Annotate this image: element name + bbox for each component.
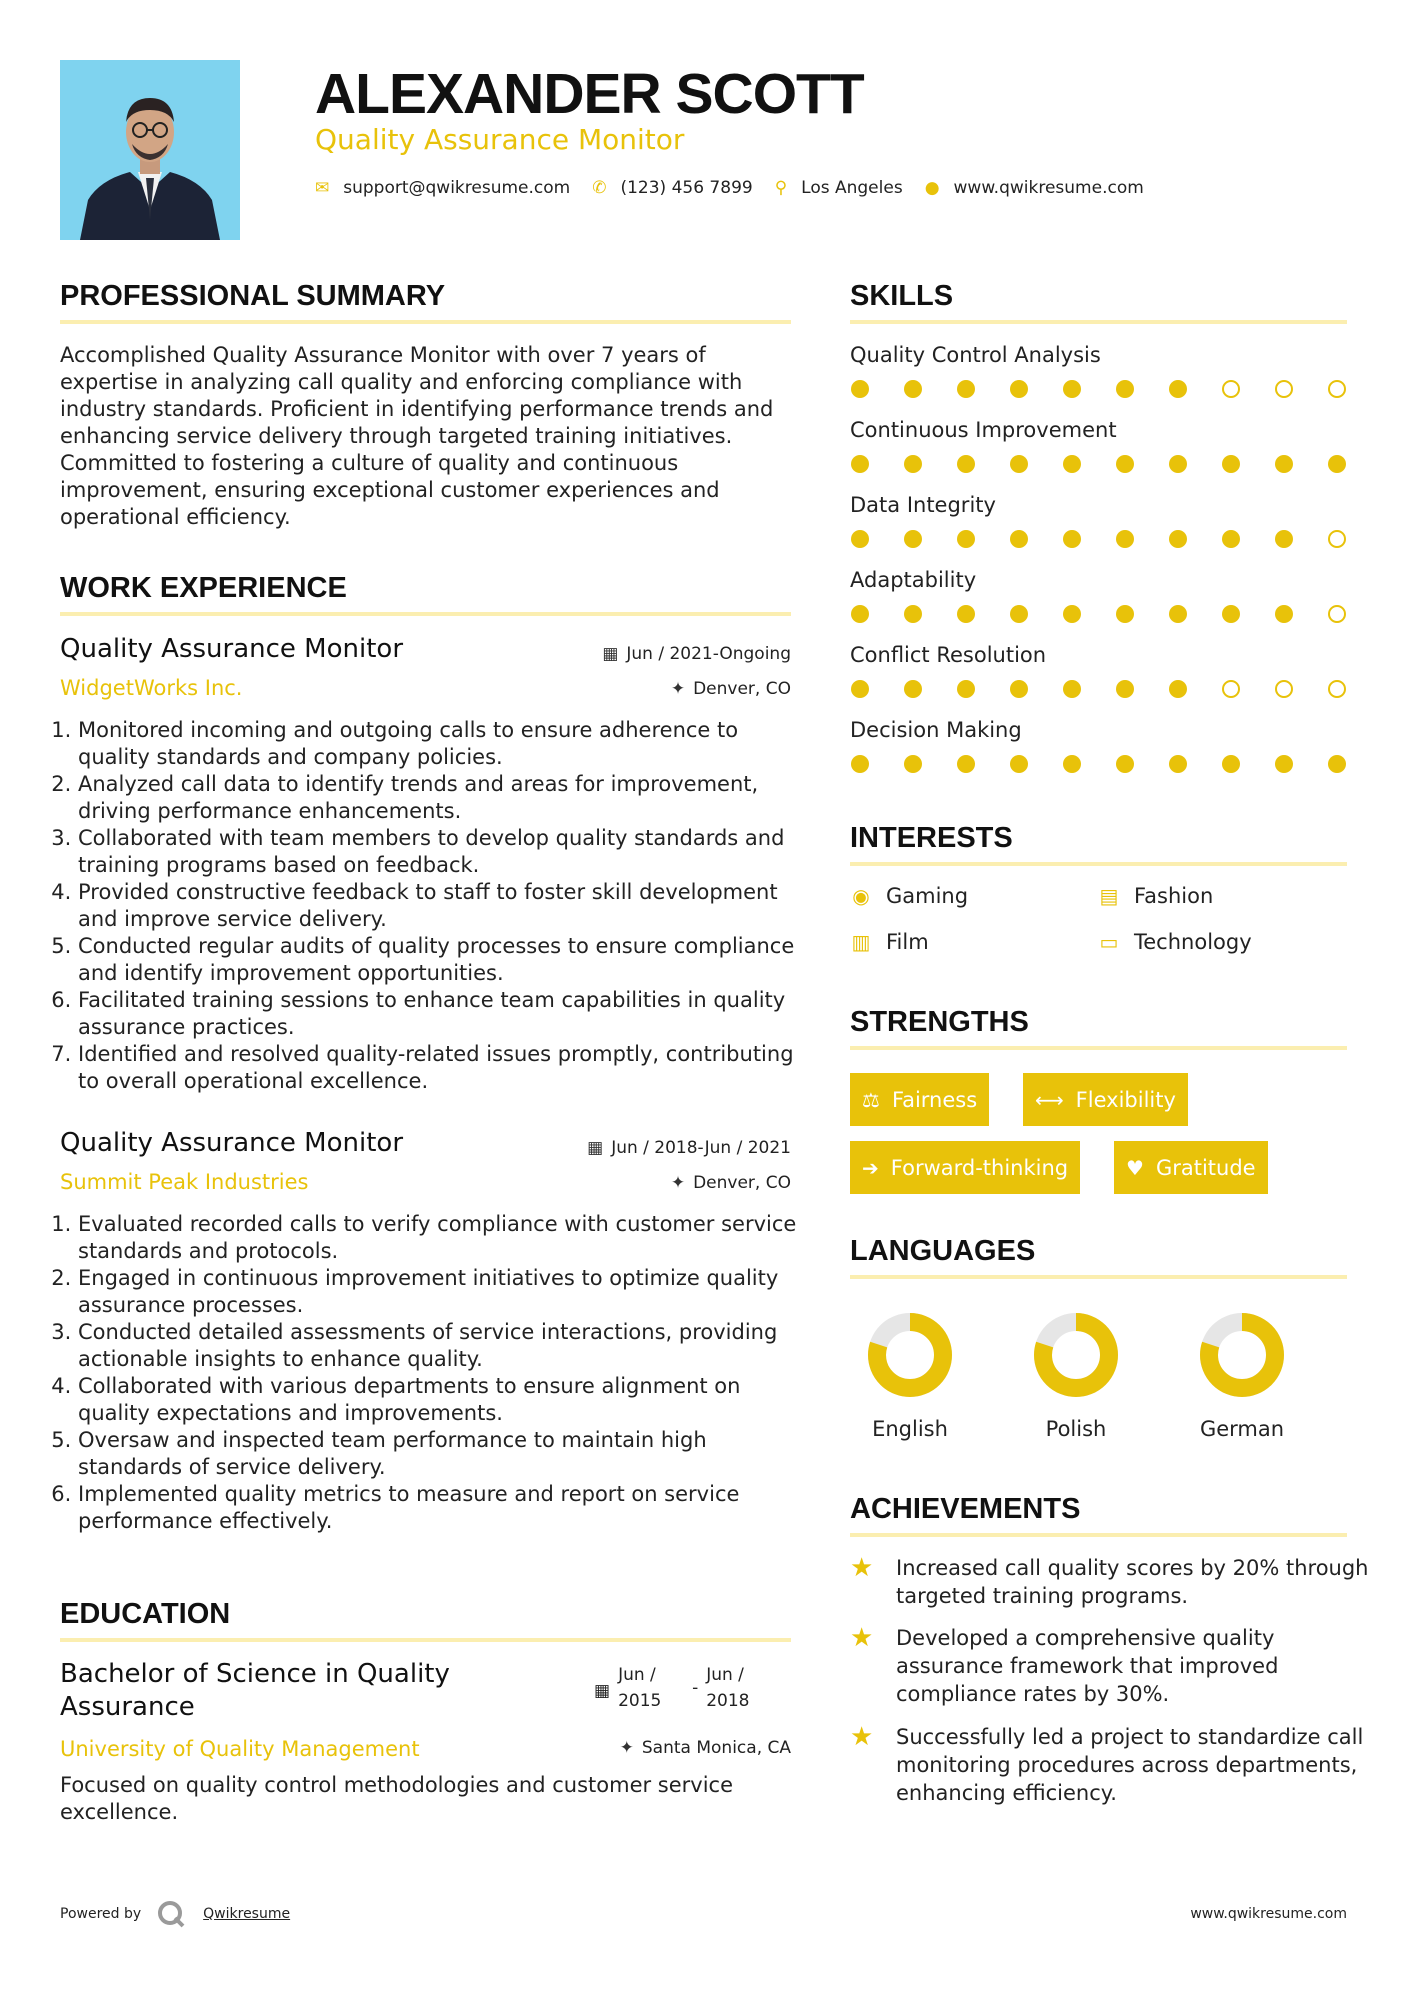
rating-dot-filled <box>1010 455 1028 473</box>
job-company: Summit Peak Industries <box>60 1170 309 1194</box>
footer-website[interactable]: www.qwikresume.com <box>1190 1906 1347 1922</box>
candidate-title: Quality Assurance Monitor <box>315 123 685 156</box>
gamepad-icon: ◉ <box>852 884 870 908</box>
list-item: 4. Collaborated with various departments to ensure alignment on quality expectations and improvements. <box>78 1373 800 1427</box>
rating-dot-filled <box>1063 380 1081 398</box>
rating-dot-filled <box>1169 380 1187 398</box>
list-item: 4. Provided constructive feedback to staff to foster skill development and improve service delivery. <box>78 879 800 933</box>
rating-dot-empty <box>1275 380 1293 398</box>
calendar-icon: ▦ <box>594 1681 611 1701</box>
achievement-item <box>850 1554 1376 1610</box>
skills-heading: SKILLS <box>850 280 954 312</box>
strength-chip <box>850 1141 1080 1194</box>
strength-label: Gratitude <box>1155 1155 1256 1180</box>
rating-dot-filled <box>1169 680 1187 698</box>
contact-email[interactable] <box>315 178 570 198</box>
skill-rating <box>851 530 1346 548</box>
rating-dot-filled <box>1169 530 1187 548</box>
rating-dot-filled <box>904 755 922 773</box>
skill-rating <box>851 755 1346 773</box>
pin-icon: ✦ <box>670 1173 686 1193</box>
profile-photo-illustration <box>60 60 240 240</box>
rating-dot-filled <box>1116 605 1134 623</box>
list-item: 6. Facilitated training sessions to enhance team capabilities in quality assurance practices. <box>78 987 800 1041</box>
rating-dot-filled <box>1116 755 1134 773</box>
summary-divider <box>60 320 791 324</box>
interest-label: Fashion <box>1134 884 1214 908</box>
rating-dot-filled <box>1063 530 1081 548</box>
education-heading: EDUCATION <box>60 1598 231 1630</box>
summary-text: Accomplished Quality Assurance Monitor with over 7 years of expertise in analyzing call quality and enforcing compliance with industry standards. Proficient in identifying performance trends and enhancing service delivery through targeted training initiatives. Committed to fostering a culture of quality and continuous improvement, ensuring exceptional customer experiences and operational efficiency. <box>60 343 774 529</box>
rating-dot-empty <box>1328 380 1346 398</box>
rating-dot-filled <box>851 605 869 623</box>
candidate-name: ALEXANDER SCOTT <box>315 62 864 126</box>
list-item: 3. Collaborated with team members to develop quality standards and training programs based on feedback. <box>78 825 800 879</box>
job-location-text: Denver, CO <box>693 1173 791 1193</box>
rating-dot-filled <box>904 455 922 473</box>
experience-heading: WORK EXPERIENCE <box>60 572 347 604</box>
map-pin-icon: ⚲ <box>774 178 788 198</box>
envelope-icon: ✉ <box>315 178 330 198</box>
rating-dot-filled <box>1275 605 1293 623</box>
education-end: Jun / 2018 <box>706 1665 750 1711</box>
phone-icon: ✆ <box>592 178 607 198</box>
skill-name: Adaptability <box>850 568 977 592</box>
arrows-icon: ⟷ <box>1035 1087 1064 1112</box>
job-location <box>671 1172 791 1194</box>
education-dash: - <box>692 1678 699 1698</box>
rating-dot-filled <box>1169 455 1187 473</box>
rating-dot-filled <box>851 755 869 773</box>
rating-dot-filled <box>1275 755 1293 773</box>
contact-location-text: Los Angeles <box>801 178 903 198</box>
summary-heading: PROFESSIONAL SUMMARY <box>60 280 446 312</box>
job-dates <box>602 643 791 665</box>
rating-dot-filled <box>1010 755 1028 773</box>
rating-dot-filled <box>1328 755 1346 773</box>
rating-dot-filled <box>1116 530 1134 548</box>
contact-website-text: www.qwikresume.com <box>953 178 1144 198</box>
rating-dot-filled <box>1275 455 1293 473</box>
interest-label: Technology <box>1134 930 1252 954</box>
rating-dot-filled <box>1010 380 1028 398</box>
strength-chip <box>1023 1073 1188 1126</box>
rating-dot-filled <box>904 380 922 398</box>
job-title: Quality Assurance Monitor <box>60 1128 404 1158</box>
arrow-right-icon: ➔ <box>862 1155 879 1180</box>
strength-chip <box>1114 1141 1268 1194</box>
bag-icon: ▤ <box>1099 884 1119 908</box>
interest-film <box>850 930 929 954</box>
heart-icon: ♥ <box>1126 1155 1144 1180</box>
job-bullets <box>60 717 800 1095</box>
achievement-item <box>850 1723 1376 1807</box>
list-item: 5. Conducted regular audits of quality processes to ensure compliance and identify improvement opportunities. <box>78 933 800 987</box>
job-location-text: Denver, CO <box>693 679 791 699</box>
rating-dot-filled <box>1116 455 1134 473</box>
achievements-heading: ACHIEVEMENTS <box>850 1493 1081 1525</box>
education-description: Focused on quality control methodologies and customer service excellence. <box>60 1773 734 1824</box>
star-icon: ★ <box>850 1722 874 1752</box>
strength-label: Forward-thinking <box>890 1155 1069 1180</box>
list-item: 3. Conducted detailed assessments of service interactions, providing actionable insights to enhance quality. <box>78 1319 800 1373</box>
job-location <box>671 678 791 700</box>
experience-divider <box>60 612 791 616</box>
languages-heading: LANGUAGES <box>850 1235 1036 1267</box>
powered-by-text: Powered by <box>60 1906 142 1922</box>
rating-dot-filled <box>1222 605 1240 623</box>
rating-dot-empty <box>1222 380 1240 398</box>
achievement-text: Successfully led a project to standardize call monitoring procedures across departments, enhancing efficiency. <box>896 1725 1364 1805</box>
rating-dot-filled <box>957 755 975 773</box>
footer-brand-link[interactable]: Qwikresume <box>203 1906 291 1922</box>
pin-icon: ✦ <box>670 679 686 699</box>
rating-dot-filled <box>1169 755 1187 773</box>
education-school: University of Quality Management <box>60 1737 420 1761</box>
skill-rating <box>851 605 1346 623</box>
interests-heading: INTERESTS <box>850 822 1013 854</box>
skills-divider <box>850 320 1347 324</box>
skill-rating <box>851 680 1346 698</box>
footer-powered-by <box>60 1900 290 1928</box>
film-icon: ▥ <box>851 930 871 954</box>
rating-dot-filled <box>1116 380 1134 398</box>
rating-dot-filled <box>957 455 975 473</box>
qwikresume-logo-icon <box>157 1900 185 1928</box>
skill-name: Quality Control Analysis <box>850 343 1101 367</box>
list-item: 1. Evaluated recorded calls to verify compliance with customer service standards and protocols. <box>78 1211 800 1265</box>
rating-dot-filled <box>904 530 922 548</box>
globe-icon: ● <box>924 178 940 198</box>
achievement-text: Developed a comprehensive quality assurance framework that improved compliance rates by 30%. <box>896 1626 1279 1706</box>
contact-website[interactable] <box>925 178 1144 198</box>
job-dates <box>587 1137 791 1159</box>
strength-label: Fairness <box>891 1087 978 1112</box>
list-item: 6. Implemented quality metrics to measure and report on service performance effectively. <box>78 1481 800 1535</box>
skill-rating <box>851 380 1346 398</box>
job-dates-text: Jun / 2021-Ongoing <box>626 644 791 664</box>
language-rings <box>850 1300 1350 1410</box>
contact-phone-text: (123) 456 7899 <box>620 178 753 198</box>
profile-photo <box>60 60 240 240</box>
list-item: 1. Monitored incoming and outgoing calls to ensure adherence to quality standards and company policies. <box>78 717 800 771</box>
rating-dot-empty <box>1222 680 1240 698</box>
list-item: 2. Engaged in continuous improvement initiatives to optimize quality assurance processes. <box>78 1265 800 1319</box>
rating-dot-empty <box>1328 605 1346 623</box>
contact-email-text: support@qwikresume.com <box>343 178 571 198</box>
rating-dot-filled <box>1169 605 1187 623</box>
rating-dot-filled <box>851 455 869 473</box>
interest-label: Film <box>886 930 929 954</box>
rating-dot-filled <box>1275 530 1293 548</box>
strength-chip <box>850 1073 989 1126</box>
rating-dot-filled <box>1010 680 1028 698</box>
language-label: German <box>1199 1417 1285 1441</box>
education-dates <box>594 1662 758 1714</box>
interests-divider <box>850 862 1347 866</box>
calendar-icon: ▦ <box>587 1138 604 1158</box>
degree-title: Bachelor of Science in Quality Assurance <box>60 1659 450 1722</box>
rating-dot-filled <box>1063 680 1081 698</box>
rating-dot-filled <box>851 680 869 698</box>
rating-dot-filled <box>851 530 869 548</box>
rating-dot-filled <box>1116 680 1134 698</box>
rating-dot-filled <box>957 680 975 698</box>
rating-dot-filled <box>851 380 869 398</box>
rating-dot-filled <box>1222 530 1240 548</box>
rating-dot-filled <box>957 605 975 623</box>
calendar-icon: ▦ <box>602 644 619 664</box>
list-item: 5. Oversaw and inspected team performance to maintain high standards of service delivery. <box>78 1427 800 1481</box>
contact-phone[interactable] <box>592 178 752 198</box>
list-item: 7. Identified and resolved quality-related issues promptly, contributing to overall operational excellence. <box>78 1041 800 1095</box>
contact-location <box>775 178 903 198</box>
job-company: WidgetWorks Inc. <box>60 676 243 700</box>
skill-name: Conflict Resolution <box>850 643 1047 667</box>
pin-icon: ✦ <box>619 1738 634 1758</box>
rating-dot-filled <box>1222 455 1240 473</box>
rating-dot-empty <box>1328 680 1346 698</box>
skill-name: Decision Making <box>850 718 1022 742</box>
rating-dot-filled <box>1063 755 1081 773</box>
rating-dot-filled <box>1328 455 1346 473</box>
star-icon: ★ <box>850 1623 874 1653</box>
contact-bar <box>315 178 1166 198</box>
language-label: Polish <box>1045 1417 1107 1441</box>
education-start: Jun / 2015 <box>618 1665 662 1711</box>
scale-icon: ⚖ <box>862 1087 880 1112</box>
achievement-item <box>850 1624 1376 1708</box>
education-location <box>620 1737 791 1759</box>
skill-name: Continuous Improvement <box>850 418 1117 442</box>
laptop-icon: ▭ <box>1099 930 1119 954</box>
rating-dot-filled <box>957 530 975 548</box>
rating-dot-filled <box>1063 455 1081 473</box>
job-bullets <box>60 1211 800 1535</box>
rating-dot-filled <box>1063 605 1081 623</box>
job-dates-text: Jun / 2018-Jun / 2021 <box>611 1138 791 1158</box>
rating-dot-filled <box>1010 605 1028 623</box>
rating-dot-filled <box>1010 530 1028 548</box>
strengths-divider <box>850 1046 1347 1050</box>
skill-name: Data Integrity <box>850 493 996 517</box>
rating-dot-empty <box>1328 530 1346 548</box>
interest-gaming <box>850 884 968 908</box>
education-location-text: Santa Monica, CA <box>641 1738 791 1758</box>
achievement-text: Increased call quality scores by 20% through targeted training programs. <box>896 1556 1369 1608</box>
languages-divider <box>850 1275 1347 1279</box>
interest-label: Gaming <box>886 884 969 908</box>
rating-dot-filled <box>904 680 922 698</box>
education-divider <box>60 1638 791 1642</box>
language-label: English <box>872 1417 948 1441</box>
rating-dot-filled <box>1222 755 1240 773</box>
list-item: 2. Analyzed call data to identify trends and areas for improvement, driving performance enhancements. <box>78 771 800 825</box>
skill-rating <box>851 455 1346 473</box>
achievements-divider <box>850 1533 1347 1537</box>
strength-label: Flexibility <box>1075 1087 1176 1112</box>
rating-dot-filled <box>904 605 922 623</box>
rating-dot-empty <box>1275 680 1293 698</box>
interest-technology <box>1098 930 1252 954</box>
interest-fashion <box>1098 884 1213 908</box>
rating-dot-filled <box>957 380 975 398</box>
job-title: Quality Assurance Monitor <box>60 634 404 664</box>
strengths-heading: STRENGTHS <box>850 1006 1029 1038</box>
star-icon: ★ <box>850 1553 874 1583</box>
